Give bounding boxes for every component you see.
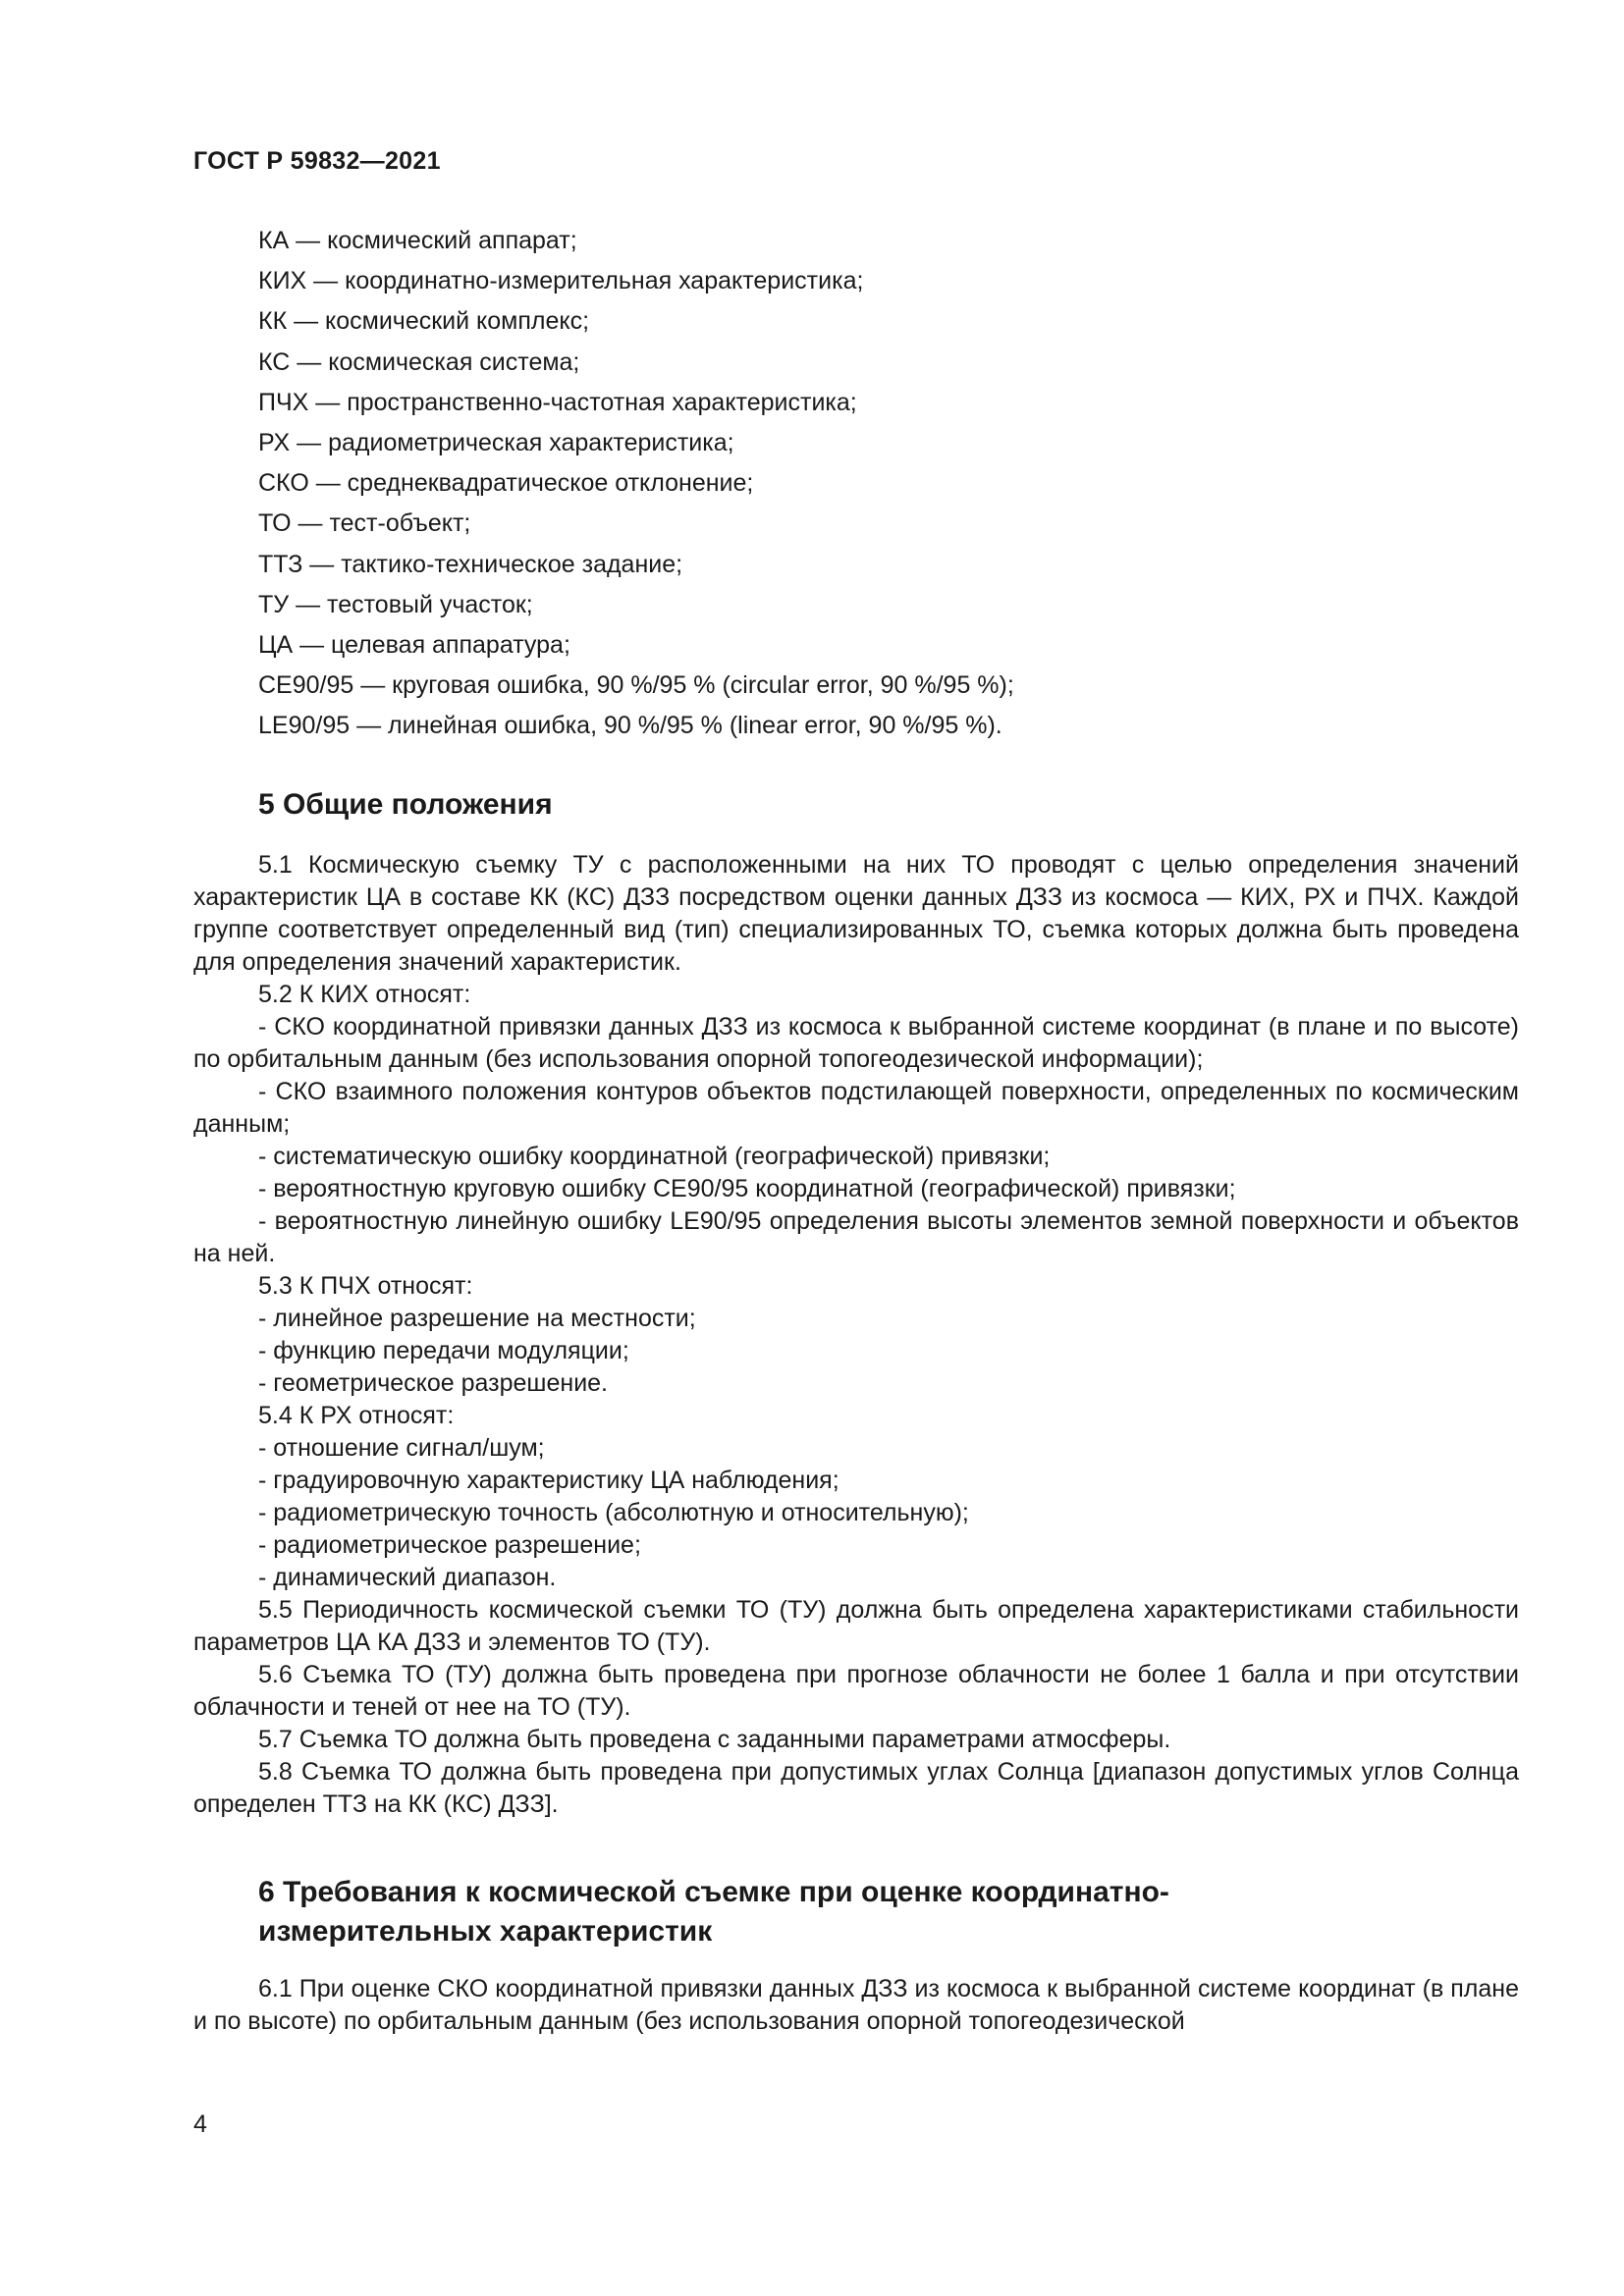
abbreviation-item: РХ — радиометрическая характеристика; (258, 429, 734, 457)
list-item: - радиометрическое разрешение; (258, 1531, 641, 1559)
list-item: - отношение сигнал/шум; (258, 1434, 545, 1462)
section-5 (193, 785, 1519, 1821)
abbreviation-item: LE90/95 — линейная ошибка, 90 %/95 % (linear error, 90 %/95 %). (258, 712, 1002, 740)
abbreviation-item: ПЧХ — пространственно-частотная характеристика; (258, 388, 857, 416)
section-6-title (258, 1873, 1519, 1951)
abbreviations-list (258, 221, 1535, 747)
section-6-title-line-1: 6 Требования к космической съемке при оценке координатно- (258, 1876, 1169, 1908)
paragraph-5-6: 5.6 Съемка ТО (ТУ) должна быть проведена при прогнозе облачности не более 1 балла и при отсутствии облачности и теней от нее на ТО (ТУ). (193, 1661, 1519, 1721)
abbreviation-item: ТО — тест-объект; (258, 509, 471, 538)
paragraph-5-5: 5.5 Периодичность космической съемки ТО (ТУ) должна быть определена характеристиками стабильности параметров ЦА КА ДЗЗ и элементов ТО (ТУ). (193, 1596, 1519, 1656)
paragraph-5-1: 5.1 Космическую съемку ТУ с расположенными на них ТО проводят с целью определения значений характеристик ЦА в составе КК (КС) ДЗЗ посредством оценки данных ДЗЗ из космоса — КИХ, РХ и ПЧХ. Каждой группе соответствует определенный вид (тип) специализированных ТО, съемка которых должна быть проведена для определения значений характеристик. (193, 851, 1519, 976)
list-item: - вероятностную линейную ошибку LE90/95 определения высоты элементов земной поверхности и объектов на ней. (193, 1207, 1519, 1267)
abbreviation-item: КС — космическая система; (258, 347, 580, 376)
list-item: - градуировочную характеристику ЦА наблюдения; (258, 1467, 839, 1494)
section-5-title: 5 Общие положения (258, 788, 553, 821)
list-item: - функцию передачи модуляции; (258, 1337, 629, 1364)
abbreviation-item: CE90/95 — круговая ошибка, 90 %/95 % (circular error, 90 %/95 %); (258, 671, 1014, 700)
paragraph-5-4: 5.4 К РХ относят: (258, 1402, 455, 1429)
abbreviation-item: КА — космический аппарат; (258, 227, 577, 254)
page-number: 4 (193, 2110, 207, 2138)
paragraph-5-3: 5.3 К ПЧХ относят: (258, 1272, 473, 1300)
list-item: - радиометрическую точность (абсолютную и относительную); (258, 1499, 969, 1526)
list-item: - линейное разрешение на местности; (258, 1305, 696, 1332)
list-item: - вероятностную круговую ошибку CE90/95 координатной (географической) привязки; (258, 1175, 1236, 1202)
abbreviation-item: КК — космический комплекс; (258, 307, 590, 336)
document-header: ГОСТ Р 59832—2021 (193, 147, 441, 175)
abbreviation-item: СКО — среднеквадратическое отклонение; (258, 469, 754, 498)
list-item: - СКО взаимного положения контуров объектов подстилающей поверхности, определенных по космическим данным; (193, 1078, 1519, 1138)
abbreviation-item: ЦА — целевая аппаратура; (258, 631, 570, 660)
paragraph-5-8: 5.8 Съемка ТО должна быть проведена при допустимых углах Солнца [диапазон допустимых углов Солнца определен ТТЗ на КК (КС) ДЗЗ]. (193, 1758, 1519, 1818)
list-item: - геометрическое разрешение. (258, 1369, 609, 1397)
list-item: - СКО координатной привязки данных ДЗЗ из космоса к выбранной системе координат (в плане и по высоте) по орбитальным данным (без использования опорной топогеодезической информации); (193, 1013, 1519, 1073)
paragraph-5-2: 5.2 К КИХ относят: (258, 981, 471, 1008)
paragraph-5-7: 5.7 Съемка ТО должна быть проведена с заданными параметрами атмосферы. (258, 1726, 1171, 1753)
list-item: - динамический диапазон. (258, 1564, 557, 1591)
abbreviation-item: ТУ — тестовый участок; (258, 590, 533, 618)
list-item: - систематическую ошибку координатной (географической) привязки; (258, 1143, 1051, 1170)
abbreviation-item: ТТЗ — тактико-техническое задание; (258, 550, 683, 578)
section-6-title-line-2: измерительных характеристик (258, 1915, 713, 1948)
section-6 (193, 1873, 1519, 2038)
paragraph-6-1: 6.1 При оценке СКО координатной привязки данных ДЗЗ из космоса к выбранной системе координат (в плане и по высоте) по орбитальным данным (без использования опорной топогеодезической (193, 1975, 1519, 2035)
abbreviation-item: КИХ — координатно-измерительная характеристика; (258, 267, 864, 295)
